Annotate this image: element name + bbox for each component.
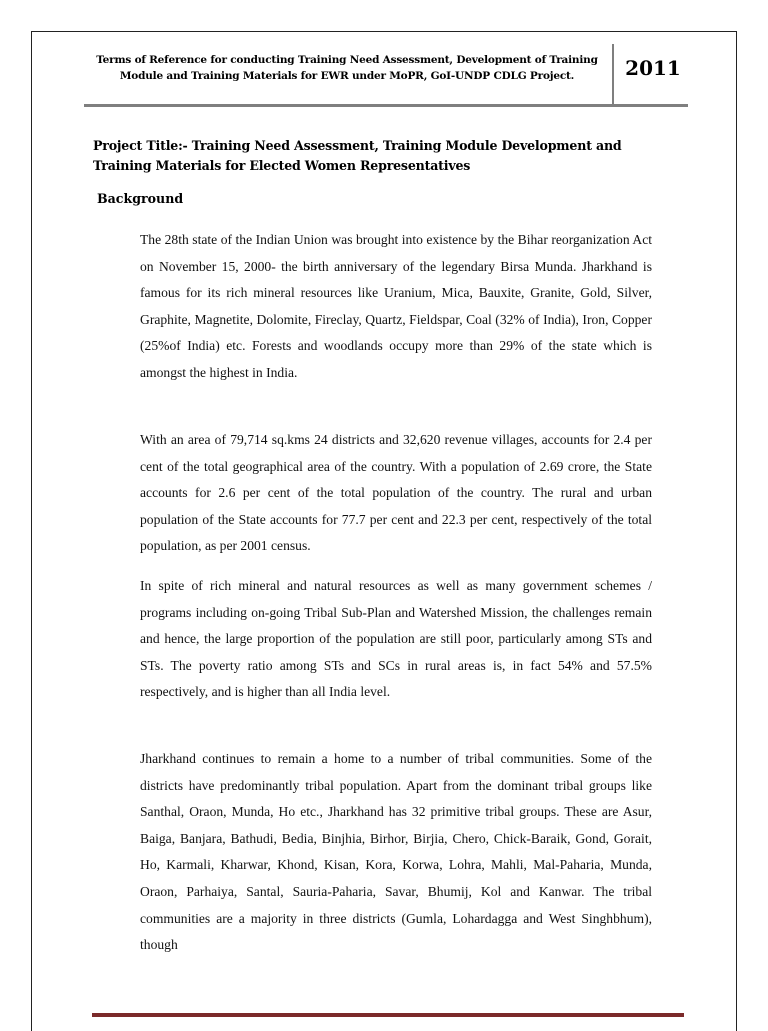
header-title bbox=[84, 52, 610, 84]
header-title-line-1: Terms of Reference for conducting Training Need Assessment, Development of Training bbox=[96, 54, 598, 66]
section-heading-background: Background bbox=[97, 191, 184, 206]
footer-rule bbox=[92, 1013, 684, 1017]
body-paragraph: Jharkhand continues to remain a home to a number of tribal communities. Some of the districts have predominantly tribal population. Apart from the dominant tribal groups like Santhal, Oraon, Munda, Ho etc., Jharkhand has 32 primitive tribal groups. These are Asur, Baiga, Banjara, Bathudi, Bedia, Binjhia, Birhor, Birjia, Chero, Chick-Baraik, Gond, Gorait, Ho, Karmali, Kharwar, Khond, Kisan, Kora, Korwa, Lohra, Mahli, Mal-Paharia, Munda, Oraon, Parhaiya, Santal, Sauria-Paharia, Savar, Bhumij, Kol and Kanwar. The tribal communities are a majority in three districts (Gumla, Lohardagga and West Singhbhum), though bbox=[140, 751, 652, 953]
body-paragraph: In spite of rich mineral and natural resources as well as many government schemes / programs including on-going Tribal Sub-Plan and Watershed Mission, the challenges remain and hence, the large proportion of the population are still poor, particularly among STs and STs. The poverty ratio among STs and SCs in rural areas is, in fact 54% and 57.5% respectively, and is higher than all India level. bbox=[140, 578, 652, 700]
header-title-line-2: Module and Training Materials for EWR under MoPR, GoI-UNDP CDLG Project. bbox=[119, 70, 575, 82]
document-page bbox=[31, 31, 737, 1031]
body-paragraph: The 28th state of the Indian Union was brought into existence by the Bihar reorganization Act on November 15, 2000- the birth anniversary of the legendary Birsa Munda. Jharkhand is famous for its rich mineral resources like Uranium, Mica, Bauxite, Granite, Gold, Silver, Graphite, Magnetite, Dolomite, Fireclay, Quartz, Fieldspar, Coal (32% of India), Iron, Copper (25%of India) etc. Forests and woodlands occupy more than 29% of the state which is amongst the highest in India. bbox=[140, 232, 652, 380]
project-title: Project Title:- Training Need Assessment, Training Module Development and Training Materials for Elected Women Representatives bbox=[93, 138, 622, 173]
page-header bbox=[84, 50, 688, 107]
body-paragraph: With an area of 79,714 sq.kms 24 districts and 32,620 revenue villages, accounts for 2.4 per cent of the total geographical area of the country. With a population of 2.69 crore, the State accounts for 2.6 per cent of the total population of the country. The rural and urban population of the State accounts for 77.7 per cent and 22.3 per cent, respectively of the total population, as per 2001 census. bbox=[140, 432, 652, 554]
header-year: 2011 bbox=[625, 56, 681, 80]
header-divider bbox=[612, 44, 614, 107]
